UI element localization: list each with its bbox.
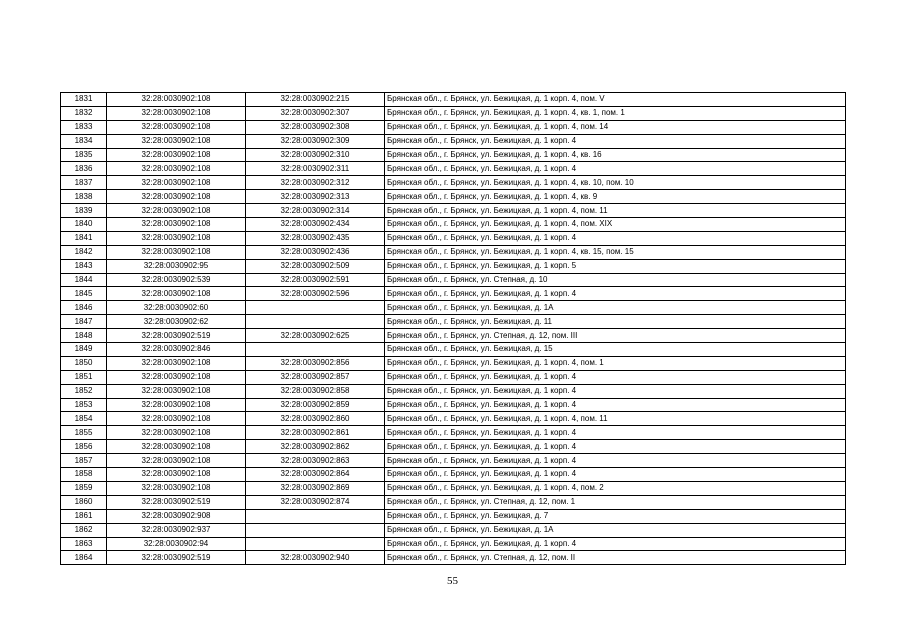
address-cell: Брянская обл., г. Брянск, ул. Бежицкая, д. 15 (385, 343, 846, 357)
row-number-cell: 1863 (61, 537, 107, 551)
table-row (61, 551, 846, 565)
table-row (61, 537, 846, 551)
row-number-cell: 1859 (61, 481, 107, 495)
table-row (61, 148, 846, 162)
object-cadastral-number-cell (246, 537, 385, 551)
row-number-cell: 1831 (61, 93, 107, 107)
table-row (61, 509, 846, 523)
row-number-cell: 1844 (61, 273, 107, 287)
row-number-cell: 1845 (61, 287, 107, 301)
land-cadastral-number-cell: 32:28:0030902:108 (107, 176, 246, 190)
object-cadastral-number-cell: 32:28:0030902:857 (246, 370, 385, 384)
land-cadastral-number-cell: 32:28:0030902:108 (107, 190, 246, 204)
table-row (61, 245, 846, 259)
address-cell: Брянская обл., г. Брянск, ул. Степная, д. 12, пом. III (385, 329, 846, 343)
object-cadastral-number-cell: 32:28:0030902:313 (246, 190, 385, 204)
address-cell: Брянская обл., г. Брянск, ул. Бежицкая, д. 1 корп. 4 (385, 162, 846, 176)
land-cadastral-number-cell: 32:28:0030902:62 (107, 315, 246, 329)
row-number-cell: 1833 (61, 120, 107, 134)
table-row (61, 398, 846, 412)
land-cadastral-number-cell: 32:28:0030902:108 (107, 426, 246, 440)
table-row (61, 384, 846, 398)
row-number-cell: 1861 (61, 509, 107, 523)
address-cell: Брянская обл., г. Брянск, ул. Бежицкая, д. 1 корп. 5 (385, 259, 846, 273)
land-cadastral-number-cell: 32:28:0030902:908 (107, 509, 246, 523)
object-cadastral-number-cell: 32:28:0030902:307 (246, 106, 385, 120)
object-cadastral-number-cell: 32:28:0030902:215 (246, 93, 385, 107)
land-cadastral-number-cell: 32:28:0030902:108 (107, 398, 246, 412)
address-cell: Брянская обл., г. Брянск, ул. Бежицкая, д. 1 корп. 4 (385, 287, 846, 301)
table-row (61, 273, 846, 287)
address-cell: Брянская обл., г. Брянск, ул. Бежицкая, д. 1 корп. 4 (385, 468, 846, 482)
table-row (61, 176, 846, 190)
land-cadastral-number-cell: 32:28:0030902:108 (107, 370, 246, 384)
object-cadastral-number-cell: 32:28:0030902:862 (246, 440, 385, 454)
land-cadastral-number-cell: 32:28:0030902:108 (107, 162, 246, 176)
land-cadastral-number-cell: 32:28:0030902:108 (107, 231, 246, 245)
object-cadastral-number-cell: 32:28:0030902:311 (246, 162, 385, 176)
address-cell: Брянская обл., г. Брянск, ул. Бежицкая, д. 1 корп. 4, кв. 1, пом. 1 (385, 106, 846, 120)
address-cell: Брянская обл., г. Брянск, ул. Бежицкая, д. 1 корп. 4, пом. 2 (385, 481, 846, 495)
object-cadastral-number-cell: 32:28:0030902:869 (246, 481, 385, 495)
object-cadastral-number-cell: 32:28:0030902:509 (246, 259, 385, 273)
row-number-cell: 1848 (61, 329, 107, 343)
land-cadastral-number-cell: 32:28:0030902:108 (107, 287, 246, 301)
object-cadastral-number-cell: 32:28:0030902:314 (246, 204, 385, 218)
row-number-cell: 1854 (61, 412, 107, 426)
address-cell: Брянская обл., г. Брянск, ул. Бежицкая, д. 1 корп. 4, кв. 15, пом. 15 (385, 245, 846, 259)
table-row (61, 412, 846, 426)
table-row (61, 356, 846, 370)
table-row (61, 93, 846, 107)
row-number-cell: 1832 (61, 106, 107, 120)
land-cadastral-number-cell: 32:28:0030902:108 (107, 93, 246, 107)
table-row (61, 454, 846, 468)
object-cadastral-number-cell: 32:28:0030902:863 (246, 454, 385, 468)
object-cadastral-number-cell: 32:28:0030902:859 (246, 398, 385, 412)
land-cadastral-number-cell: 32:28:0030902:846 (107, 343, 246, 357)
object-cadastral-number-cell (246, 315, 385, 329)
land-cadastral-number-cell: 32:28:0030902:108 (107, 106, 246, 120)
row-number-cell: 1839 (61, 204, 107, 218)
address-cell: Брянская обл., г. Брянск, ул. Бежицкая, д. 1 корп. 4 (385, 398, 846, 412)
table-row (61, 329, 846, 343)
table-row (61, 287, 846, 301)
table-row (61, 231, 846, 245)
land-cadastral-number-cell: 32:28:0030902:60 (107, 301, 246, 315)
object-cadastral-number-cell (246, 509, 385, 523)
object-cadastral-number-cell: 32:28:0030902:596 (246, 287, 385, 301)
object-cadastral-number-cell: 32:28:0030902:434 (246, 218, 385, 232)
table-row (61, 134, 846, 148)
object-cadastral-number-cell: 32:28:0030902:309 (246, 134, 385, 148)
address-cell: Брянская обл., г. Брянск, ул. Бежицкая, д. 1 корп. 4, пом. 14 (385, 120, 846, 134)
land-cadastral-number-cell: 32:28:0030902:519 (107, 551, 246, 565)
row-number-cell: 1860 (61, 495, 107, 509)
address-cell: Брянская обл., г. Брянск, ул. Бежицкая, д. 1А (385, 301, 846, 315)
land-cadastral-number-cell: 32:28:0030902:95 (107, 259, 246, 273)
address-cell: Брянская обл., г. Брянск, ул. Бежицкая, д. 1 корп. 4 (385, 384, 846, 398)
address-cell: Брянская обл., г. Брянск, ул. Бежицкая, д. 1 корп. 4, пом. XIX (385, 218, 846, 232)
row-number-cell: 1858 (61, 468, 107, 482)
land-cadastral-number-cell: 32:28:0030902:108 (107, 468, 246, 482)
address-cell: Брянская обл., г. Брянск, ул. Степная, д. 10 (385, 273, 846, 287)
row-number-cell: 1864 (61, 551, 107, 565)
object-cadastral-number-cell: 32:28:0030902:864 (246, 468, 385, 482)
row-number-cell: 1851 (61, 370, 107, 384)
address-cell: Брянская обл., г. Брянск, ул. Бежицкая, д. 7 (385, 509, 846, 523)
row-number-cell: 1862 (61, 523, 107, 537)
address-cell: Брянская обл., г. Брянск, ул. Бежицкая, д. 11 (385, 315, 846, 329)
address-cell: Брянская обл., г. Брянск, ул. Степная, д. 12, пом. II (385, 551, 846, 565)
row-number-cell: 1857 (61, 454, 107, 468)
row-number-cell: 1834 (61, 134, 107, 148)
land-cadastral-number-cell: 32:28:0030902:108 (107, 134, 246, 148)
land-cadastral-number-cell: 32:28:0030902:519 (107, 495, 246, 509)
row-number-cell: 1835 (61, 148, 107, 162)
land-cadastral-number-cell: 32:28:0030902:108 (107, 204, 246, 218)
row-number-cell: 1849 (61, 343, 107, 357)
table-row (61, 106, 846, 120)
land-cadastral-number-cell: 32:28:0030902:937 (107, 523, 246, 537)
row-number-cell: 1853 (61, 398, 107, 412)
land-cadastral-number-cell: 32:28:0030902:108 (107, 481, 246, 495)
table-row (61, 370, 846, 384)
land-cadastral-number-cell: 32:28:0030902:108 (107, 412, 246, 426)
address-cell: Брянская обл., г. Брянск, ул. Бежицкая, д. 1 корп. 4 (385, 231, 846, 245)
address-cell: Брянская обл., г. Брянск, ул. Бежицкая, д. 1 корп. 4, кв. 16 (385, 148, 846, 162)
address-cell: Брянская обл., г. Брянск, ул. Степная, д. 12, пом. 1 (385, 495, 846, 509)
table-row (61, 468, 846, 482)
address-cell: Брянская обл., г. Брянск, ул. Бежицкая, д. 1 корп. 4, пом. 1 (385, 356, 846, 370)
table-row (61, 204, 846, 218)
address-cell: Брянская обл., г. Брянск, ул. Бежицкая, д. 1 корп. 4 (385, 370, 846, 384)
object-cadastral-number-cell: 32:28:0030902:856 (246, 356, 385, 370)
object-cadastral-number-cell: 32:28:0030902:860 (246, 412, 385, 426)
land-cadastral-number-cell: 32:28:0030902:108 (107, 120, 246, 134)
land-cadastral-number-cell: 32:28:0030902:108 (107, 440, 246, 454)
address-cell: Брянская обл., г. Брянск, ул. Бежицкая, д. 1 корп. 4, пом. 11 (385, 204, 846, 218)
table-row (61, 315, 846, 329)
table-row (61, 440, 846, 454)
object-cadastral-number-cell: 32:28:0030902:436 (246, 245, 385, 259)
table-row (61, 162, 846, 176)
registry-table-body (61, 93, 846, 565)
land-cadastral-number-cell: 32:28:0030902:108 (107, 245, 246, 259)
table-row (61, 218, 846, 232)
address-cell: Брянская обл., г. Брянск, ул. Бежицкая, д. 1 корп. 4, кв. 10, пом. 10 (385, 176, 846, 190)
table-row (61, 120, 846, 134)
row-number-cell: 1847 (61, 315, 107, 329)
address-cell: Брянская обл., г. Брянск, ул. Бежицкая, д. 1 корп. 4, пом. 11 (385, 412, 846, 426)
row-number-cell: 1842 (61, 245, 107, 259)
table-row (61, 495, 846, 509)
land-cadastral-number-cell: 32:28:0030902:108 (107, 454, 246, 468)
address-cell: Брянская обл., г. Брянск, ул. Бежицкая, д. 1 корп. 4 (385, 440, 846, 454)
object-cadastral-number-cell: 32:28:0030902:858 (246, 384, 385, 398)
object-cadastral-number-cell (246, 523, 385, 537)
row-number-cell: 1850 (61, 356, 107, 370)
table-row (61, 343, 846, 357)
object-cadastral-number-cell: 32:28:0030902:625 (246, 329, 385, 343)
table-row (61, 190, 846, 204)
object-cadastral-number-cell (246, 343, 385, 357)
table-row (61, 481, 846, 495)
address-cell: Брянская обл., г. Брянск, ул. Бежицкая, д. 1А (385, 523, 846, 537)
row-number-cell: 1855 (61, 426, 107, 440)
row-number-cell: 1840 (61, 218, 107, 232)
row-number-cell: 1837 (61, 176, 107, 190)
object-cadastral-number-cell: 32:28:0030902:308 (246, 120, 385, 134)
land-cadastral-number-cell: 32:28:0030902:108 (107, 384, 246, 398)
address-cell: Брянская обл., г. Брянск, ул. Бежицкая, д. 1 корп. 4 (385, 134, 846, 148)
row-number-cell: 1852 (61, 384, 107, 398)
land-cadastral-number-cell: 32:28:0030902:108 (107, 356, 246, 370)
land-cadastral-number-cell: 32:28:0030902:108 (107, 148, 246, 162)
table-row (61, 301, 846, 315)
object-cadastral-number-cell: 32:28:0030902:310 (246, 148, 385, 162)
table-row (61, 259, 846, 273)
row-number-cell: 1841 (61, 231, 107, 245)
land-cadastral-number-cell: 32:28:0030902:108 (107, 218, 246, 232)
address-cell: Брянская обл., г. Брянск, ул. Бежицкая, д. 1 корп. 4, кв. 9 (385, 190, 846, 204)
row-number-cell: 1856 (61, 440, 107, 454)
land-cadastral-number-cell: 32:28:0030902:539 (107, 273, 246, 287)
row-number-cell: 1846 (61, 301, 107, 315)
object-cadastral-number-cell: 32:28:0030902:940 (246, 551, 385, 565)
table-row (61, 523, 846, 537)
address-cell: Брянская обл., г. Брянск, ул. Бежицкая, д. 1 корп. 4 (385, 454, 846, 468)
object-cadastral-number-cell: 32:28:0030902:591 (246, 273, 385, 287)
cadastral-registry-table (60, 92, 846, 565)
row-number-cell: 1843 (61, 259, 107, 273)
land-cadastral-number-cell: 32:28:0030902:94 (107, 537, 246, 551)
address-cell: Брянская обл., г. Брянск, ул. Бежицкая, д. 1 корп. 4 (385, 426, 846, 440)
object-cadastral-number-cell: 32:28:0030902:874 (246, 495, 385, 509)
address-cell: Брянская обл., г. Брянск, ул. Бежицкая, д. 1 корп. 4, пом. V (385, 93, 846, 107)
row-number-cell: 1838 (61, 190, 107, 204)
table-row (61, 426, 846, 440)
row-number-cell: 1836 (61, 162, 107, 176)
object-cadastral-number-cell (246, 301, 385, 315)
page-number: 55 (447, 575, 458, 587)
object-cadastral-number-cell: 32:28:0030902:312 (246, 176, 385, 190)
object-cadastral-number-cell: 32:28:0030902:861 (246, 426, 385, 440)
address-cell: Брянская обл., г. Брянск, ул. Бежицкая, д. 1 корп. 4 (385, 537, 846, 551)
object-cadastral-number-cell: 32:28:0030902:435 (246, 231, 385, 245)
land-cadastral-number-cell: 32:28:0030902:519 (107, 329, 246, 343)
